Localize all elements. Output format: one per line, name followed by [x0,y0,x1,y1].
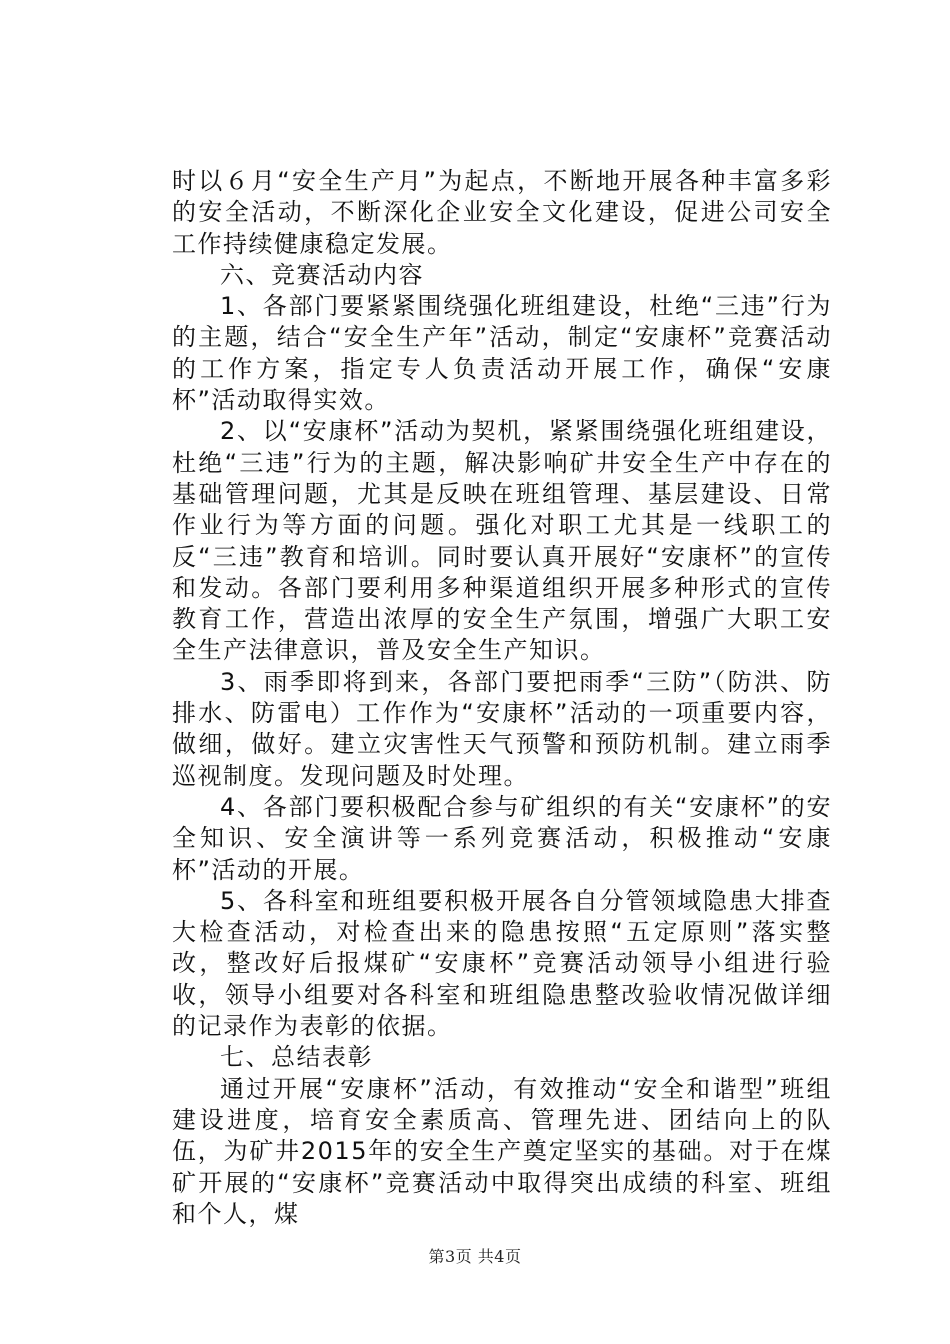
paragraph-item-2: 2、以“安康杯”活动为契机，紧紧围绕强化班组建设，杜绝“三违”行为的主题，解决影响矿井安全生产中存在的基础管理问题，尤其是反映在班组管理、基层建设、日常作业行为等方面的问题。强化对职工尤其是一线职工的反“三违”教育和培训。同时要认真开展好“安康杯”的宣传和发动。各部门要利用多种渠道组织开展多种形式的宣传教育工作，营造出浓厚的安全生产氛围，增强广大职工安全生产法律意识，普及安全生产知识。 [172,417,832,665]
section-heading-competition-content: 六、竞赛活动内容 [220,260,424,289]
paragraph-intro-continuation: 时以６月“安全生产月”为起点，不断地开展各种丰富多彩的安全活动，不断深化企业安全文化建设，促进公司安全工作持续健康稳定发展。 [172,167,832,258]
paragraph-item-3: 3、雨季即将到来，各部门要把雨季“三防”（防洪、防排水、防雷电）工作作为“安康杯”活动的一项重要内容，做细，做好。建立灾害性天气预警和预防机制。建立雨季巡视制度。发现问题及时处理。 [172,667,832,790]
section-heading-summary-commendation: 七、总结表彰 [220,1043,373,1072]
paragraph-item-4: 4、各部门要积极配合参与矿组织的有关“安康杯”的安全知识、安全演讲等一系列竞赛活动，积极推动“安康杯”活动的开展。 [172,792,832,884]
page-number-footer: 第3页 共4页 [428,1247,522,1266]
paragraph-item-1: 1、各部门要紧紧围绕强化班组建设，杜绝“三违”行为的主题，结合“安全生产年”活动，制定“安康杯”竞赛活动的工作方案，指定专人负责活动开展工作，确保“安康杯”活动取得实效。 [172,292,832,415]
paragraph-item-5: 5、各科室和班组要积极开展各自分管领域隐患大排查大检查活动，对检查出来的隐患按照“五定原则”落实整改，整改好后报煤矿“安康杯”竞赛活动领导小组进行验收，领导小组要对各科室和班组隐患整改验收情况做详细的记录作为表彰的依据。 [172,886,832,1041]
document-body [172,166,832,1230]
paragraph-summary: 通过开展“安康杯”活动，有效推动“安全和谐型”班组建设进度，培育安全素质高、管理先进、团结向上的队伍，为矿井2015年的安全生产奠定坚实的基础。对于在煤矿开展的“安康杯”竞赛活动中取得突出成绩的科室、班组和个人，煤 [172,1074,832,1228]
